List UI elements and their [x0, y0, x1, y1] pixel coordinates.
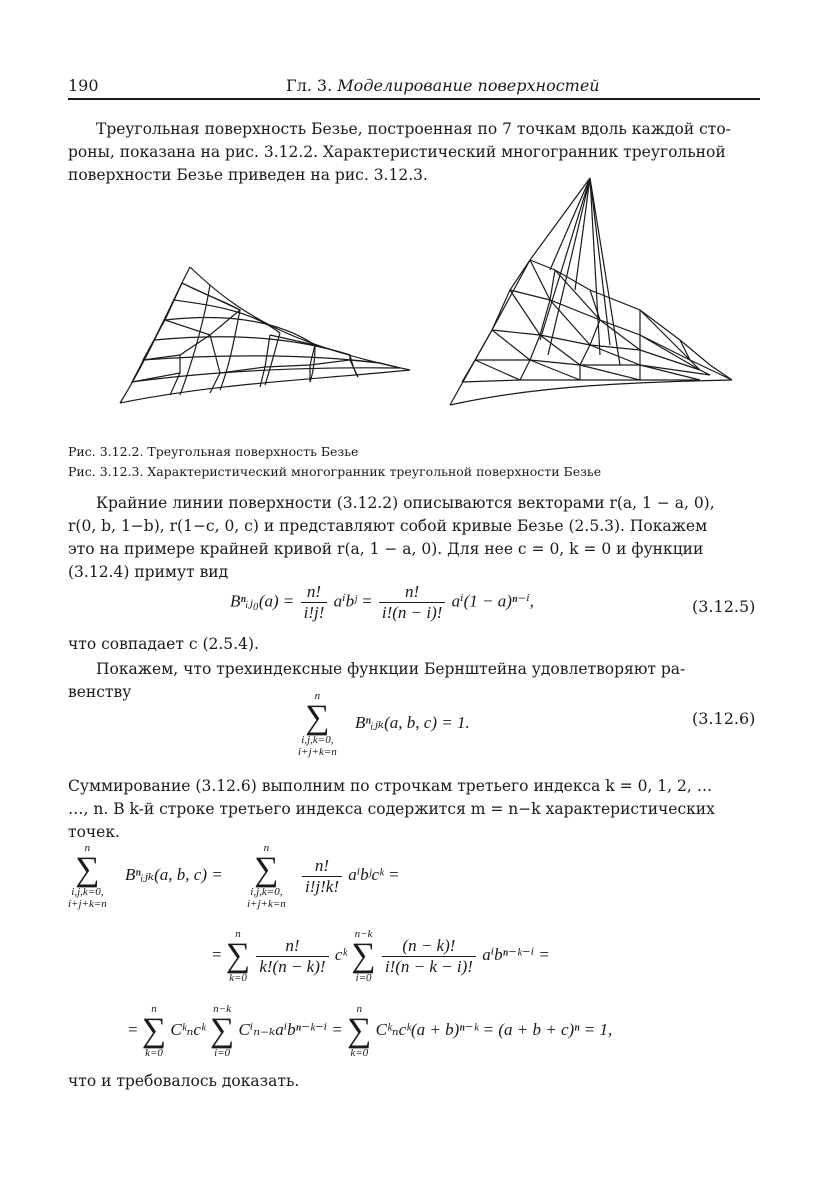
sum-upper: n — [314, 690, 321, 702]
header-rule — [68, 98, 760, 100]
equals-sign: = — [128, 1019, 138, 1039]
eq2-body: Bⁿᵢⱼₖ(a, b, c) = 1. — [355, 712, 470, 732]
sum-lower: i=0 — [355, 972, 372, 984]
sum-upper: n−k — [213, 1003, 231, 1015]
sigma-symbol: ∑ — [305, 699, 330, 736]
sigma-symbol: ∑ — [75, 851, 100, 888]
eq1-fraction-2 — [379, 582, 446, 623]
equation-3-12-6 — [298, 690, 470, 758]
sigma-symbol: ∑ — [209, 1012, 235, 1049]
sigma-symbol: ∑ — [351, 937, 376, 974]
equals-sign: = — [212, 944, 222, 964]
sum-upper: n — [235, 928, 241, 940]
derivation-line-3 — [128, 1003, 612, 1059]
text-line: Суммирование (3.12.6) выполним по строчкам третьего индекса k = 0, 1, 2, … — [68, 777, 713, 795]
text-line: роны, показана на рис. 3.12.2. Характеристический многогранник треугольной — [68, 143, 726, 161]
eq5-term-2: Cⁱₙ₋ₖaⁱbⁿ⁻ᵏ⁻ⁱ = — [238, 1019, 343, 1039]
denominator: i!j! — [303, 603, 325, 622]
sum-upper: n — [151, 1003, 157, 1015]
text-line: венству — [68, 683, 132, 701]
sum-lower: k=0 — [229, 972, 247, 984]
text-line: это на примере крайней кривой r(a, 1 − a, 0). Для нее c = 0, k = 0 и функции — [68, 540, 704, 558]
figure-control-polyhedron — [440, 170, 740, 425]
text-line: Крайние линии поверхности (3.12.2) описываются векторами r(a, 1 − a, 0), — [96, 494, 715, 512]
summation — [351, 928, 375, 984]
eq4-mid: cᵏ — [334, 944, 348, 964]
text-line: точек. — [68, 823, 120, 841]
eq1-rhs: aⁱ(1 − a)ⁿ⁻ⁱ, — [451, 591, 534, 611]
control-net — [450, 178, 732, 405]
summation — [347, 1003, 371, 1059]
equation-number: (3.12.5) — [692, 597, 756, 616]
figure-caption-1: Рис. 3.12.2. Треугольная поверхность Безье — [68, 444, 359, 459]
figure-bezier-surface — [110, 255, 425, 430]
summation — [298, 690, 337, 758]
denominator: i!j!k! — [305, 876, 339, 896]
derivation-line-1 — [68, 842, 400, 910]
text-line: Треугольная поверхность Безье, построенная по 7 точкам вдоль каждой сто- — [96, 120, 731, 138]
sum-lower: i=0 — [214, 1047, 231, 1059]
denominator: k!(n − k)! — [259, 956, 326, 976]
eq4-tail: aⁱbⁿ⁻ᵏ⁻ⁱ = — [482, 944, 550, 964]
text-line: r(0, b, 1−b), r(1−c, 0, c) и представляют собой кривые Безье (2.5.3). Покажем — [68, 517, 708, 535]
eq4-fraction-1 — [256, 936, 328, 977]
eq4-fraction-2 — [382, 936, 476, 977]
numerator: (n − k)! — [382, 936, 476, 957]
eq1-fraction-1 — [301, 582, 328, 623]
summation — [68, 842, 107, 910]
derivation-line-2 — [212, 928, 550, 984]
summation — [247, 842, 286, 910]
sum-lower: i+j+k=n — [68, 898, 107, 910]
text-line: что совпадает с (2.5.4). — [68, 635, 259, 653]
sum-lower: k=0 — [350, 1047, 369, 1059]
denominator: i!(n − i)! — [381, 603, 443, 622]
summation — [210, 1003, 234, 1059]
sigma-symbol: ∑ — [254, 851, 279, 888]
sum-lower: i,j,k=0, — [301, 734, 334, 746]
sum-upper: n — [356, 1003, 363, 1015]
numerator: n! — [379, 582, 446, 603]
closing-line — [68, 1070, 299, 1093]
equation-number: (3.12.6) — [692, 709, 756, 728]
summation — [142, 1003, 166, 1059]
sigma-symbol: ∑ — [225, 937, 251, 974]
sum-lower: k=0 — [145, 1047, 163, 1059]
eq3-tail: aⁱbʲcᵏ = — [348, 864, 400, 884]
sum-lower: i+j+k=n — [298, 746, 337, 758]
surface-mesh — [120, 267, 410, 403]
sum-upper: n−k — [354, 928, 373, 940]
paragraph-matches — [68, 633, 259, 656]
eq1-mid: aⁱbʲ = — [333, 591, 373, 611]
eq5-term-3: Cᵏₙcᵏ(a + b)ⁿ⁻ᵏ = (a + b + c)ⁿ = 1, — [375, 1019, 613, 1039]
eq5-term-1: Cᵏₙcᵏ — [170, 1019, 206, 1039]
page-number: 190 — [68, 76, 99, 95]
sigma-symbol: ∑ — [347, 1012, 372, 1049]
chapter-title: Моделирование поверхностей — [337, 76, 600, 95]
text-line: поверхности Безье приведен на рис. 3.12.3. — [68, 166, 428, 184]
paragraph-edges — [68, 492, 760, 584]
figure-caption-2: Рис. 3.12.3. Характеристический многогранник треугольной поверхности Безье — [68, 464, 602, 479]
text-line: что и требовалось доказать. — [68, 1072, 300, 1090]
sum-lower: i+j+k=n — [246, 898, 286, 910]
text-line: Покажем, что трехиндексные функции Бернштейна удовлетворяют ра- — [96, 660, 686, 678]
sum-lower: i,j,k=0, — [250, 886, 283, 898]
chapter-number: Гл. 3. — [286, 76, 333, 95]
numerator: n! — [301, 582, 328, 603]
sigma-symbol: ∑ — [141, 1012, 167, 1049]
paragraph-summation — [68, 775, 760, 844]
text-line: …, n. В k-й строке третьего индекса содержится m = n−k характеристических — [68, 800, 715, 818]
eq1-lhs: Bⁿᵢⱼ₀(a) = — [230, 591, 295, 611]
running-header — [286, 76, 600, 95]
summation — [226, 928, 250, 984]
numerator: n! — [256, 936, 328, 957]
denominator: i!(n − k − i)! — [384, 956, 473, 976]
sum-lower: i,j,k=0, — [71, 886, 104, 898]
sum-upper: n — [84, 842, 91, 854]
equation-3-12-5 — [230, 582, 534, 623]
text-line: (3.12.4) примут вид — [68, 563, 229, 581]
sum-upper: n — [263, 842, 270, 854]
numerator: n! — [302, 856, 342, 877]
eq3-lhs: Bⁿᵢⱼₖ(a, b, c) = — [125, 864, 223, 884]
eq3-fraction — [302, 856, 342, 897]
